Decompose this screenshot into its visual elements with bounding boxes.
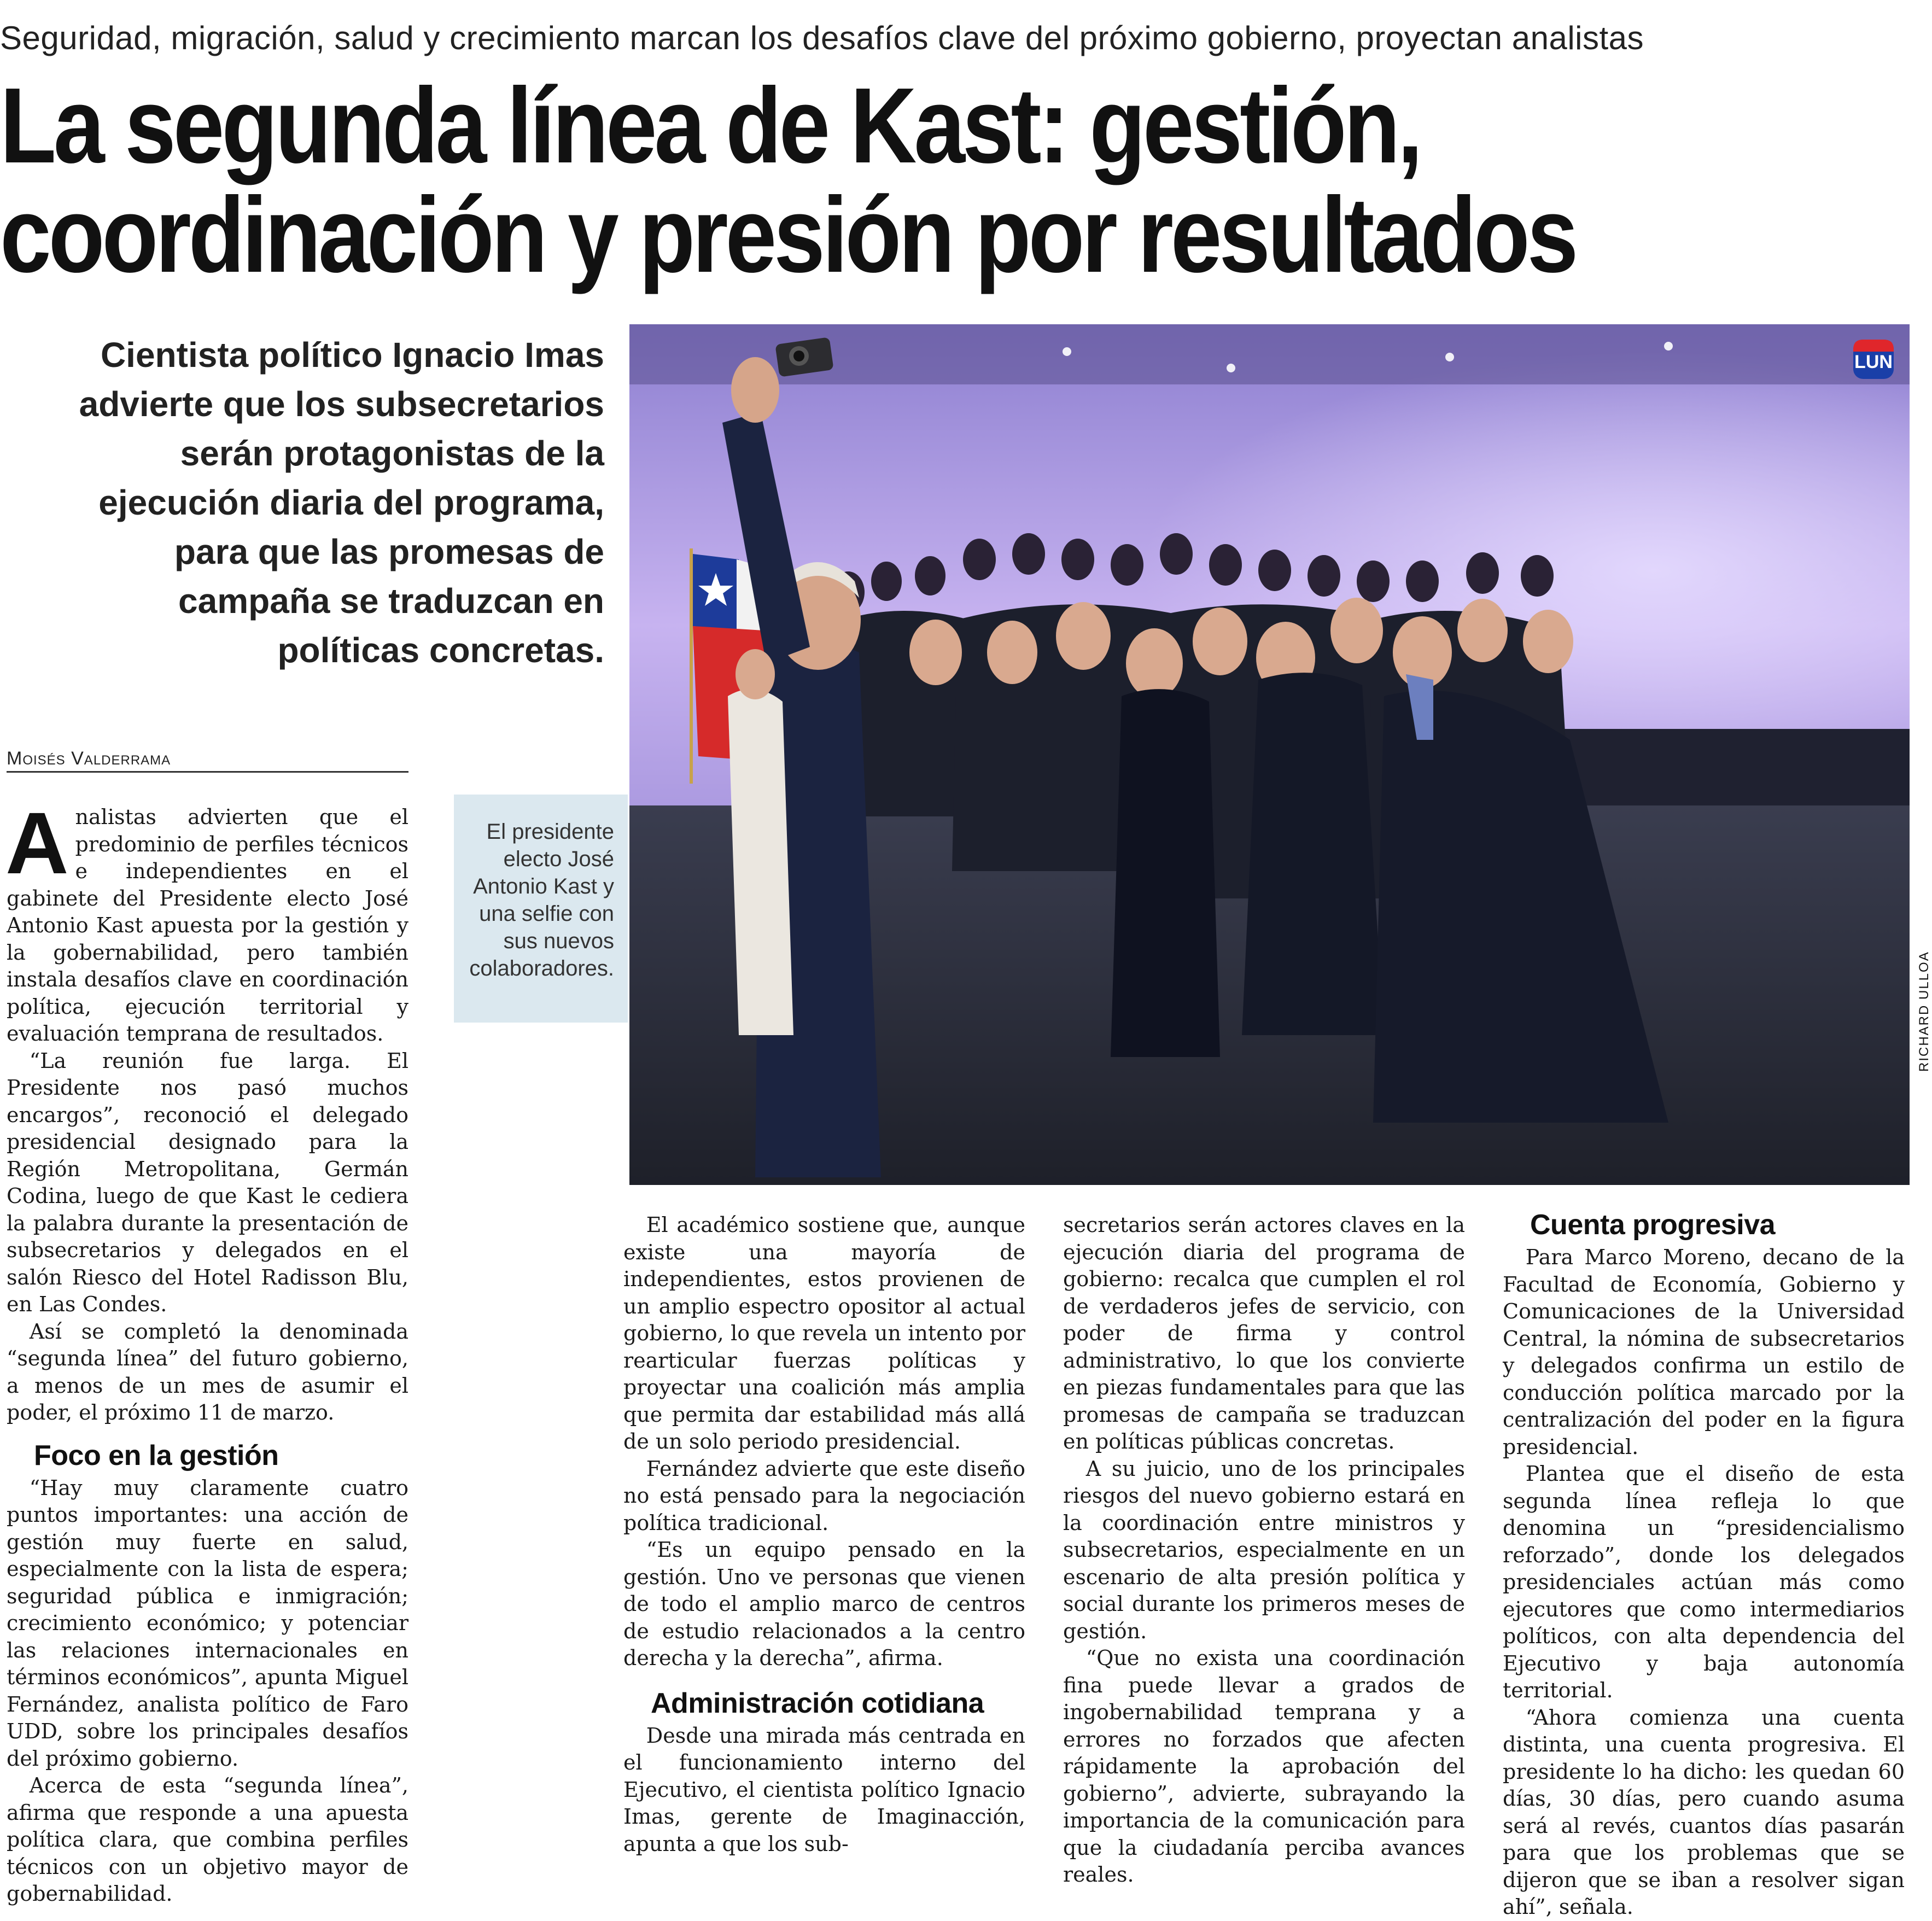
lun-badge bbox=[1853, 340, 1894, 379]
selfie-photo bbox=[629, 324, 1910, 1185]
article-column-1 bbox=[5, 794, 408, 1908]
paragraph: “Ahora comienza una cuenta distinta, una cuenta progresiva. El presidente lo ha dicho: les quedan 60 días, 30 días, pero cuando asuma será al revés, cuantos días pasarán para que los problemas que se dijeron que se iban a resolver sigan ahí”, señala. bbox=[1503, 1705, 1905, 1919]
kicker: Seguridad, migración, salud y crecimiento marcan los desafíos clave del próximo gobierno, proyectan analistas bbox=[0, 20, 1644, 56]
paragraph: “Que no exista una coordinación fina puede llevar a grados de ingobernabilidad temprana y a errores no forzados que afecten rápidamente la aprobación del gobierno”, advierte, subrayando la importancia de la comunicación para que la ciudadanía perciba avances reales. bbox=[1063, 1646, 1465, 1887]
subheading-administracion: Administración cotidiana bbox=[651, 1687, 984, 1719]
paragraph: “Es un equipo pensado en la gestión. Uno ve personas que vienen de todo el amplio marco de centros de estudio relacionados a la centro derecha y la derecha”, afirma. bbox=[623, 1538, 1025, 1670]
paragraph: Plantea que el diseño de esta segunda línea refleja lo que denomina un “presidencialismo reforzado”, donde los delegados presidenciales actúan más como ejecutores que como intermediarios políticos, con alta dependencia del Ejecutivo y baja autonomía territorial. bbox=[1503, 1462, 1905, 1702]
photo-credit: RICHARD ULLOA bbox=[1917, 951, 1931, 1072]
deck: Cientista político Ignacio Imas advierte que los subsecretarios serán protagonistas de la ejecución diaria del programa, para que las promesas de campaña se traduzcan en políticas concretas. bbox=[79, 335, 604, 670]
subheading-foco: Foco en la gestión bbox=[34, 1439, 279, 1472]
paragraph-text: nalistas advierten que el predominio de perfiles técnicos e independientes en el gabinete del Presidente electo José Antonio Kast apuesta por la gestión y la gobernabilidad, pero también instala desafíos clave en coordinación política, ejecución territorial y evaluación temprana de resultados. bbox=[7, 805, 408, 1046]
article-column-2 bbox=[623, 1212, 1025, 1858]
headline-line-1: La segunda línea de Kast: gestión, bbox=[0, 66, 1420, 185]
article-column-3 bbox=[1063, 1212, 1465, 1889]
headline bbox=[0, 66, 1637, 295]
article-column-4 bbox=[1503, 1206, 1905, 1921]
drop-cap: A bbox=[5, 794, 69, 892]
byline: Moisés Valderrama bbox=[7, 746, 408, 773]
subheading-cuenta: Cuenta progresiva bbox=[1530, 1209, 1776, 1241]
paragraph: “La reunión fue larga. El Presidente nos pasó muchos encargos”, reconoció el delegado presidencial designado para la Región Metropolitana, Germán Codina, luego de que Kast le cediera la palabra durante la presentación de subsecretarios y delegados en el salón Riesco del Hotel Radisson Blu, en Las Condes. bbox=[7, 1048, 408, 1316]
paragraph: Para Marco Moreno, decano de la Facultad de Economía, Gobierno y Comunicaciones de la Universidad Central, la nómina de subsecretarios y delegados confirma un estilo de conducción política marcado por la centralización del poder en la figura presidencial. bbox=[1503, 1245, 1905, 1459]
paragraph: secretarios serán actores claves en la ejecución diaria del programa de gobierno: recalca que cumplen el rol de verdaderos jefes de servicio, con poder de firma y control administrativo, lo que los convierte en piezas fundamentales para que las promesas de campaña se traduzcan en políticas públicas concretas. bbox=[1063, 1213, 1465, 1453]
paragraph bbox=[5, 794, 408, 1048]
paragraph: “Hay muy claramente cuatro puntos importantes: una acción de gestión muy fuerte en salud, especialmente con la lista de espera; seguridad pública e inmigración; crecimiento económico; y potenciar las relaciones internacionales en términos económicos”, apunta Miguel Fernández, analista político de Faro UDD, sobre los principales desafíos del próximo gobierno. bbox=[7, 1475, 408, 1771]
paragraph: Desde una mirada más centrada en el funcionamiento interno del Ejecutivo, el cientista político Ignacio Imas, gerente de Imaginacción, apunta a que los sub- bbox=[623, 1723, 1025, 1856]
paragraph: Fernández advierte que este diseño no está pensado para la negociación política tradicional. bbox=[623, 1456, 1025, 1535]
lun-badge-text: LUN bbox=[1854, 352, 1893, 372]
photo-caption: El presidente electo José Antonio Kast y una selfie con sus nuevos colaboradores. bbox=[469, 820, 614, 980]
paragraph: Acerca de esta “segunda línea”, afirma que responde a una apuesta política clara, que combina perfiles técnicos con un objetivo mayor de gobernabilidad. bbox=[7, 1773, 408, 1906]
paragraph: A su juicio, uno de los principales riesgos del nuevo gobierno estará en la coordinación entre ministros y subsecretarios, especialmente en un escenario de alta presión política y social durante los primeros meses de gestión. bbox=[1063, 1456, 1465, 1643]
photo-illustration bbox=[629, 324, 1910, 1185]
paragraph: Así se completó la denominada “segunda línea” del futuro gobierno, a menos de un mes de asumir el poder, el próximo 11 de marzo. bbox=[7, 1319, 408, 1424]
paragraph: El académico sostiene que, aunque existe una mayoría de independientes, estos provienen de un amplio espectro opositor al actual gobierno, lo que revela un intento por rearticular fuerzas políticas y proyectar una coalición más amplia que permita dar estabilidad más allá de un solo periodo presidencial. bbox=[623, 1213, 1025, 1453]
headline-line-2: coordinación y presión por resultados bbox=[0, 175, 1576, 295]
